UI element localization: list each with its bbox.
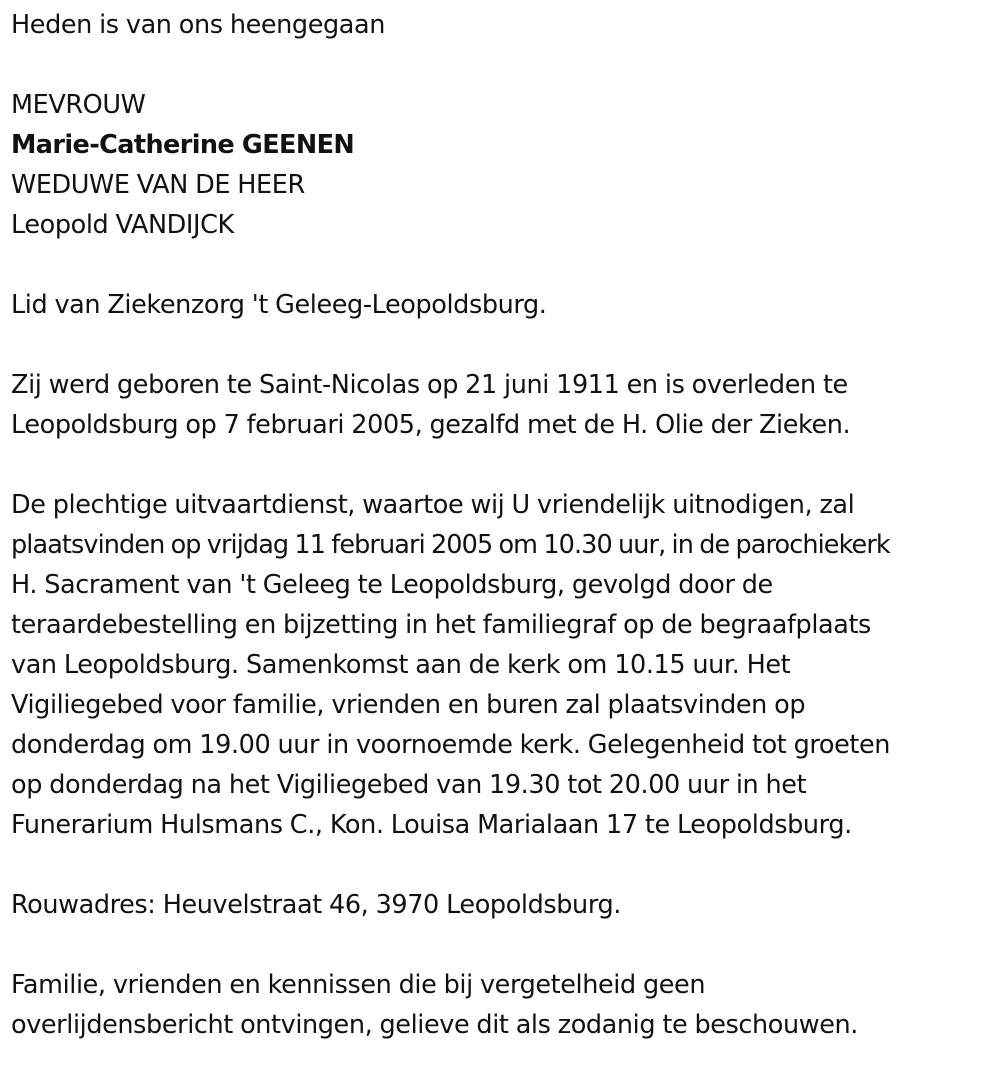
birth-death-line: Leopoldsburg op 7 februari 2005, gezalfd met de H. Olie der Zieken. (11, 410, 851, 440)
widow-of-line: WEDUWE VAN DE HEER (11, 170, 305, 200)
funeral-line: Funerarium Hulsmans C., Kon. Louisa Marialaan 17 te Leopoldsburg. (11, 810, 852, 840)
spacer (11, 45, 996, 85)
intro-line: Heden is van ons heengegaan (11, 10, 385, 40)
funeral-line: H. Sacrament van 't Geleeg te Leopoldsburg, gevolgd door de (11, 570, 773, 600)
funeral-line: van Leopoldsburg. Samenkomst aan de kerk om 10.15 uur. Het (11, 650, 791, 680)
funeral-line: De plechtige uitvaartdienst, waartoe wij U vriendelijk uitnodigen, zal (11, 490, 855, 520)
death-notice (11, 0, 996, 1045)
birth-death-line: Zij werd geboren te Saint-Nicolas op 21 juni 1911 en is overleden te (11, 370, 848, 400)
spacer (11, 925, 996, 965)
address-line: Rouwadres: Heuvelstraat 46, 3970 Leopoldsburg. (11, 890, 621, 920)
funeral-line: op donderdag na het Vigiliegebed van 19.30 tot 20.00 uur in het (11, 770, 807, 800)
funeral-line: plaatsvinden op vrijdag 11 februari 2005 om 10.30 uur, in de parochiekerk (11, 530, 890, 560)
spacer (11, 845, 996, 885)
spouse-name: Leopold VANDIJCK (11, 210, 234, 240)
title-line: MEVROUW (11, 90, 146, 120)
deceased-name: Marie-Catherine GEENEN (11, 130, 355, 160)
spacer (11, 325, 996, 365)
funeral-line: donderdag om 19.00 uur in voornoemde kerk. Gelegenheid tot groeten (11, 730, 891, 760)
membership-line: Lid van Ziekenzorg 't Geleeg-Leopoldsburg. (11, 290, 547, 320)
closing-line: overlijdensbericht ontvingen, gelieve dit als zodanig te beschouwen. (11, 1010, 858, 1040)
funeral-line: teraardebestelling en bijzetting in het familiegraf op de begraafplaats (11, 610, 871, 640)
spacer (11, 445, 996, 485)
funeral-line: Vigiliegebed voor familie, vrienden en buren zal plaatsvinden op (11, 690, 806, 720)
closing-line: Familie, vrienden en kennissen die bij vergetelheid geen (11, 970, 706, 1000)
spacer (11, 245, 996, 285)
